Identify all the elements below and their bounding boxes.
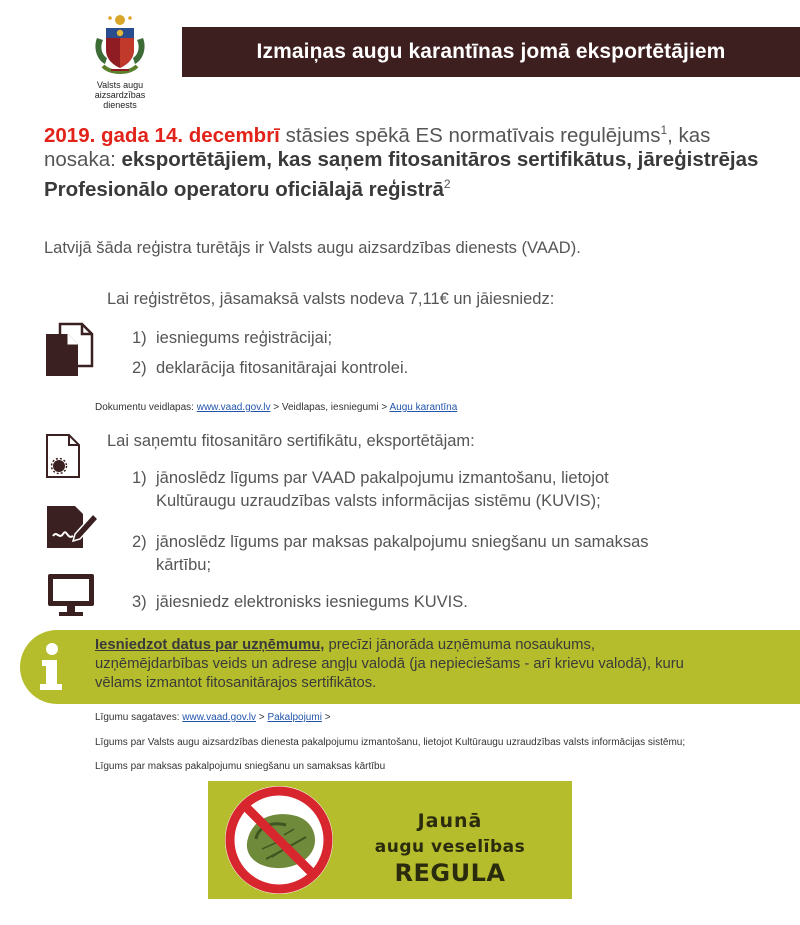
- certificate-icon: [45, 433, 81, 479]
- list-item: [132, 327, 732, 351]
- signature-icon: [45, 504, 99, 550]
- plant-quarantine-link[interactable]: Augu karantīna: [389, 402, 458, 413]
- org-name-line2: aizsardzības dienests: [94, 90, 146, 110]
- contracts-separator: >: [256, 712, 268, 723]
- list-text-line1: jānoslēdz līgums par maksas pakalpojumu sniegšanu un samaksas: [156, 533, 649, 551]
- registry-holder-text: Latvijā šāda reģistra turētājs ir Valsts augu aizsardzības dienests (VAAD).: [44, 239, 581, 257]
- effective-date: 2019. gada 14. decembrī: [44, 123, 280, 147]
- info-line3: vēlams izmantot fitosanitārajos sertifikātos.: [95, 675, 377, 691]
- certificate-intro: Lai saņemtu fitosanitāro sertifikātu, eksportētājam:: [107, 432, 475, 450]
- contract-note-2: Līgums par maksas pakalpojumu sniegšanu un samaksas kārtību: [95, 761, 386, 772]
- vaad-website-link[interactable]: www.vaad.gov.lv: [196, 402, 271, 413]
- info-line1: precīzi jānorāda uzņēmuma nosaukums,: [324, 637, 595, 653]
- regulation-line1: Jaunā: [417, 810, 483, 832]
- list-number: 1): [132, 329, 147, 347]
- list-number: 2): [132, 533, 147, 551]
- footnote-1: 1: [660, 123, 668, 137]
- info-lead: Iesniedzot datus par uzņēmumu,: [95, 637, 325, 653]
- prohibition-leaf-icon: [222, 783, 336, 897]
- registration-intro: Lai reģistrētos, jāsamaksā valsts nodeva 7,11€ un jāiesniedz:: [107, 290, 555, 308]
- intro-part2: , kas nosaka:: [44, 123, 711, 171]
- list-number: 2): [132, 359, 147, 377]
- list-text: deklarācija fitosanitārajai kontrolei.: [156, 359, 409, 377]
- intro-requirement: eksportētājiem, kas saņem fitosanitāros sertifikātus, jāreģistrējas Profesionālo operatoru oficiālajā reģistrā: [44, 147, 759, 201]
- info-icon: [36, 642, 66, 692]
- forms-prefix: Dokumentu veidlapas:: [95, 402, 197, 413]
- info-line2: uzņēmējdarbības veids un adrese angļu valodā (ja nepieciešams - arī krievu valodā), kuru: [95, 656, 684, 672]
- documents-icon: [44, 322, 94, 378]
- list-item: [132, 357, 732, 381]
- org-name-line1: Valsts augu: [96, 80, 144, 90]
- contract-note-1: Līgums par Valsts augu aizsardzības dienesta pakalpojumu izmantošanu, lietojot Kultūraugu uzraudzības valsts informācijas sistēmu;: [95, 737, 686, 748]
- list-text-line2: kārtību;: [156, 556, 212, 574]
- list-text: iesniegums reģistrācijai;: [156, 329, 333, 347]
- coat-of-arms-icon: [91, 12, 149, 78]
- list-text-line2: Kultūraugu uzraudzības valsts informācijas sistēmu (KUVIS);: [156, 492, 601, 510]
- intro-paragraph: [44, 118, 784, 202]
- footnote-2: 2: [443, 176, 451, 191]
- list-item: [132, 591, 772, 615]
- list-item: [132, 467, 772, 515]
- list-number: 3): [132, 593, 147, 611]
- list-text-line1: jāiesniedz elektronisks iesniegums KUVIS.: [156, 593, 468, 611]
- regulation-title: [350, 808, 550, 886]
- forms-path: > Veidlapas, iesniegumi >: [270, 402, 390, 413]
- list-number: 1): [132, 469, 147, 487]
- list-text-line1: jānoslēdz līgums par VAAD pakalpojumu izmantošanu, lietojot: [156, 469, 609, 487]
- contracts-prefix: Līgumu sagataves:: [95, 712, 183, 723]
- monitor-icon: [46, 572, 96, 618]
- services-link[interactable]: Pakalpojumi: [267, 712, 322, 723]
- list-item: [132, 531, 772, 579]
- regulation-line2: augu veselības: [374, 837, 526, 857]
- forms-reference: [95, 402, 457, 413]
- contracts-reference: [95, 712, 331, 723]
- regulation-line3: REGULA: [394, 859, 506, 887]
- page-title: Izmaiņas augu karantīnas jomā eksportētājiem: [182, 27, 800, 77]
- vaad-logo: [80, 12, 160, 110]
- contracts-suffix: >: [321, 712, 331, 723]
- vaad-website-link[interactable]: www.vaad.gov.lv: [182, 712, 257, 723]
- intro-part1: stāsies spēkā ES normatīvais regulējums: [279, 123, 661, 147]
- info-text: [95, 636, 795, 693]
